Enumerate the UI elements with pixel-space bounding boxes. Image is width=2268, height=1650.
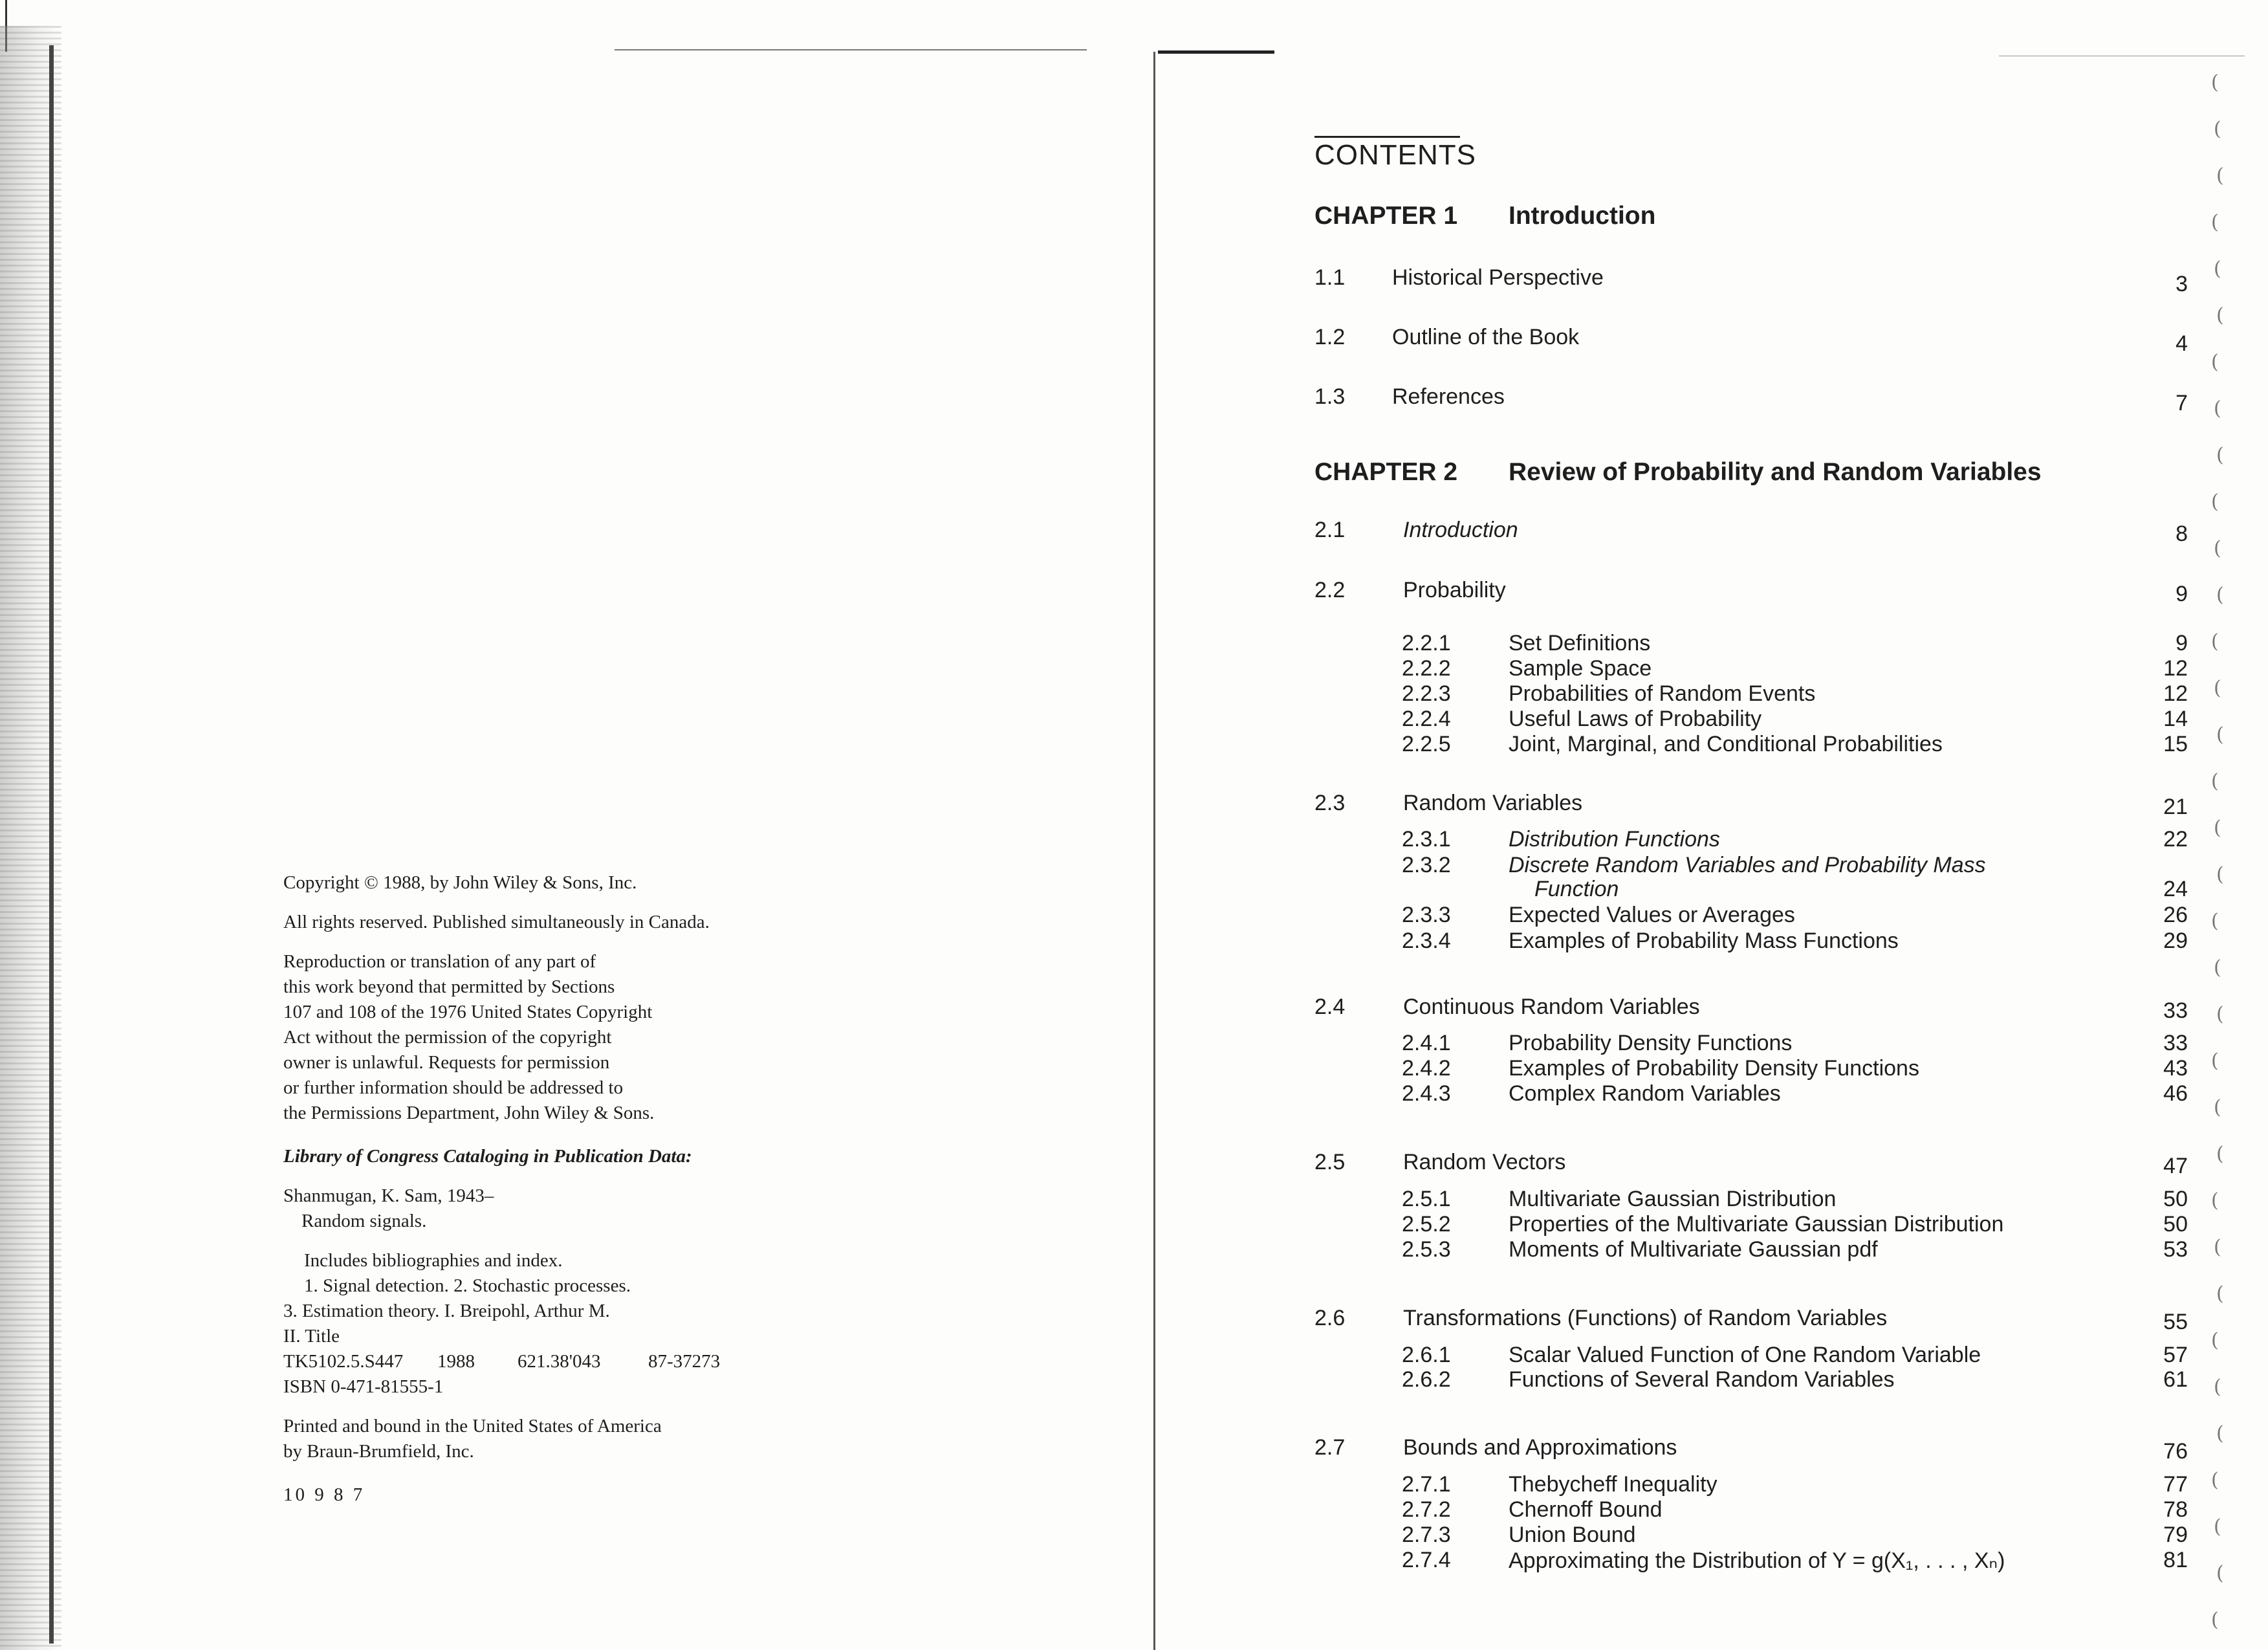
cip-includes: Includes bibliographies and index.: [304, 1250, 563, 1271]
section-page-number: 21: [2163, 795, 2188, 819]
cip-heading: Library of Congress Cataloging in Publication Data:: [283, 1146, 692, 1167]
subsection-number: 2.5.3: [1402, 1237, 1451, 1262]
edge-mark: (: [2211, 490, 2219, 513]
subsection-page-number: 50: [2163, 1212, 2188, 1237]
edge-mark: (: [2214, 537, 2221, 560]
subsection-page-number: 22: [2163, 827, 2188, 852]
edge-mark: (: [2211, 211, 2219, 234]
chapter-heading: [1314, 202, 1655, 230]
section-title: Continuous Random Variables: [1403, 995, 1700, 1019]
subsection-number: 2.6.1: [1402, 1343, 1451, 1367]
edge-mark: (: [2214, 397, 2221, 420]
copyright-block: [283, 870, 866, 1508]
chapter-number: CHAPTER 1: [1314, 202, 1458, 230]
subsection-number: 2.7.2: [1402, 1497, 1451, 1522]
subsection-number: 2.7.4: [1402, 1548, 1451, 1572]
subsection-page-number: 57: [2163, 1343, 2188, 1367]
section-title: Bounds and Approximations: [1403, 1435, 1677, 1460]
cip-subjects: II. Title: [283, 1326, 340, 1347]
section-page-number: 47: [2163, 1154, 2188, 1178]
chapter-title: Introduction: [1509, 202, 1656, 230]
subsection-title: Examples of Probability Mass Functions: [1509, 929, 1899, 953]
reproduction-line: Act without the permission of the copyright: [283, 1027, 612, 1048]
subsection-title: Functions of Several Random Variables: [1509, 1367, 1895, 1392]
edge-mark: (: [2214, 1376, 2221, 1398]
chapter-heading: [1314, 458, 2042, 487]
section-title: Introduction: [1403, 518, 1518, 542]
section-title: Outline of the Book: [1392, 325, 1580, 349]
cip-author: Shanmugan, K. Sam, 1943–: [283, 1185, 494, 1206]
subsection-page-number: 78: [2163, 1497, 2188, 1522]
section-number: 2.5: [1314, 1150, 1346, 1174]
edge-mark: (: [2211, 770, 2219, 793]
cip-subjects: 3. Estimation theory. I. Breipohl, Arthur M.: [283, 1301, 610, 1321]
section-title: Random Vectors: [1403, 1150, 1566, 1174]
cip-subjects: 1. Signal detection. 2. Stochastic processes.: [304, 1275, 631, 1296]
section-number: 2.1: [1314, 518, 1346, 542]
subsection-number: 2.2.5: [1402, 732, 1451, 756]
reproduction-line: this work beyond that permitted by Sections: [283, 976, 615, 997]
subsection-title: Probabilities of Random Events: [1509, 681, 1816, 706]
edge-mark: (: [2214, 118, 2221, 140]
subsection-title: Union Bound: [1509, 1523, 1636, 1547]
edge-mark: (: [2211, 1329, 2219, 1352]
print-line: 10 9 8 7: [283, 1484, 365, 1505]
section-page-number: 55: [2163, 1310, 2188, 1334]
page-gutter: [1153, 52, 1155, 1650]
edge-mark: (: [2211, 71, 2219, 94]
section-page-number: 33: [2163, 998, 2188, 1023]
contents-title-rule: [1314, 136, 1460, 138]
subsection-number: 2.3.3: [1402, 903, 1451, 927]
subsection-page-number: 50: [2163, 1187, 2188, 1211]
call-year: 1988: [437, 1351, 475, 1372]
subsection-page-number: 29: [2163, 929, 2188, 953]
subsection-number: 2.2.3: [1402, 681, 1451, 706]
subsection-title: Set Definitions: [1509, 631, 1651, 655]
cip-book-title: Random signals.: [301, 1211, 427, 1231]
subsection-title: Discrete Random Variables and Probability Mass: [1509, 853, 1986, 877]
lccn-number: 87-37273: [648, 1351, 721, 1372]
subsection-number: 2.4.2: [1402, 1056, 1451, 1081]
subsection-title: Sample Space: [1509, 656, 1652, 681]
subsection-title: Expected Values or Averages: [1509, 903, 1795, 927]
edge-mark: (: [2211, 1189, 2219, 1212]
page-edge-marks: [2211, 71, 2237, 1637]
chapter-number: CHAPTER 2: [1314, 458, 1458, 486]
subsection-title: Examples of Probability Density Functions: [1509, 1056, 1919, 1081]
edge-mark: (: [2216, 723, 2224, 746]
section-number: 2.7: [1314, 1435, 1346, 1460]
reproduction-line: owner is unlawful. Requests for permission: [283, 1052, 610, 1073]
reproduction-line: or further information should be addressed to: [283, 1077, 624, 1098]
subsection-title: Scalar Valued Function of One Random Variable: [1509, 1343, 1981, 1367]
subsection-title-continued: Function: [1534, 877, 1619, 901]
cip-classification: [283, 1349, 866, 1374]
subsection-page-number: 53: [2163, 1237, 2188, 1262]
edge-mark: (: [2214, 956, 2221, 979]
subsection-page-number: 61: [2163, 1367, 2188, 1392]
reproduction-line: the Permissions Department, John Wiley & Sons.: [283, 1103, 655, 1123]
subsection-page-number: 9: [2175, 631, 2188, 655]
subsection-number: 2.4.3: [1402, 1081, 1451, 1106]
section-page-number: 7: [2175, 391, 2188, 415]
subsection-number: 2.5.2: [1402, 1212, 1451, 1237]
subsection-title: Approximating the Distribution of Y = g(X₁, . . . , Xₙ): [1509, 1548, 2005, 1573]
subsection-title: Moments of Multivariate Gaussian pdf: [1509, 1237, 1878, 1262]
copyright-line: Copyright © 1988, by John Wiley & Sons, Inc.: [283, 872, 637, 893]
subsection-page-number: 12: [2163, 656, 2188, 681]
edge-mark: (: [2211, 910, 2219, 932]
section-number: 1.3: [1314, 384, 1346, 409]
reproduction-notice: [283, 949, 866, 1126]
edge-mark: (: [2216, 304, 2224, 327]
subsection-title: Useful Laws of Probability: [1509, 707, 1762, 731]
edge-mark: (: [2216, 1143, 2224, 1165]
section-title: Probability: [1403, 578, 1506, 602]
section-number: 2.2: [1314, 578, 1346, 602]
right-page-top-rule: [1158, 50, 1274, 54]
edge-mark: (: [2216, 164, 2224, 187]
edge-mark: (: [2216, 1003, 2224, 1026]
edge-mark: (: [2216, 444, 2224, 467]
subsection-number: 2.3.1: [1402, 827, 1451, 852]
edge-mark: (: [2214, 258, 2221, 280]
section-number: 1.1: [1314, 265, 1346, 290]
edge-mark: (: [2216, 1282, 2224, 1305]
subsection-title: Properties of the Multivariate Gaussian Distribution: [1509, 1212, 2004, 1237]
subsection-number: 2.6.2: [1402, 1367, 1451, 1392]
subsection-number: 2.5.1: [1402, 1187, 1451, 1211]
subsection-number: 2.4.1: [1402, 1031, 1451, 1055]
edge-mark: (: [2211, 1609, 2219, 1631]
subsection-page-number: 12: [2163, 681, 2188, 706]
subsection-number: 2.7.1: [1402, 1472, 1451, 1497]
subsection-page-number: 46: [2163, 1081, 2188, 1106]
subsection-title: Complex Random Variables: [1509, 1081, 1781, 1106]
printer-line: Printed and bound in the United States of America: [283, 1416, 662, 1436]
section-title: Historical Perspective: [1392, 265, 1604, 290]
printer-line: by Braun-Brumfield, Inc.: [283, 1441, 474, 1462]
section-number: 2.3: [1314, 791, 1346, 815]
subsection-title: Probability Density Functions: [1509, 1031, 1793, 1055]
section-number: 2.6: [1314, 1306, 1346, 1330]
edge-mark: (: [2214, 1236, 2221, 1259]
subsection-page-number: 26: [2163, 903, 2188, 927]
edge-mark: (: [2214, 1515, 2221, 1538]
section-title: Transformations (Functions) of Random Variables: [1403, 1306, 1888, 1330]
contents-title: CONTENTS: [1314, 139, 1476, 171]
subsection-title: Joint, Marginal, and Conditional Probabilities: [1509, 732, 1943, 756]
section-page-number: 9: [2175, 582, 2188, 606]
reproduction-line: Reproduction or translation of any part of: [283, 951, 596, 972]
section-number: 1.2: [1314, 325, 1346, 349]
section-number: 2.4: [1314, 995, 1346, 1019]
subsection-number: 2.2.4: [1402, 707, 1451, 731]
subsection-number: 2.7.3: [1402, 1523, 1451, 1547]
isbn-line: ISBN 0-471-81555-1: [283, 1376, 444, 1397]
section-page-number: 8: [2175, 522, 2188, 546]
subsection-number: 2.3.2: [1402, 853, 1451, 877]
subsection-title: Chernoff Bound: [1509, 1497, 1663, 1522]
scanned-binding-shadow: [49, 45, 54, 1644]
section-page-number: 4: [2175, 331, 2188, 356]
call-number: TK5102.5.S447: [283, 1351, 404, 1372]
subsection-page-number: 77: [2163, 1472, 2188, 1497]
subsection-page-number: 33: [2163, 1031, 2188, 1055]
subsection-page-number: 14: [2163, 707, 2188, 731]
subsection-title: Multivariate Gaussian Distribution: [1509, 1187, 1837, 1211]
subsection-page-number: 79: [2163, 1523, 2188, 1547]
subsection-page-number: 81: [2163, 1548, 2188, 1572]
edge-mark: (: [2214, 817, 2221, 839]
section-page-number: 76: [2163, 1439, 2188, 1464]
edge-mark: (: [2216, 584, 2224, 606]
section-title: References: [1392, 384, 1505, 409]
dewey-number: 621.38'043: [518, 1351, 601, 1372]
edge-mark: (: [2214, 677, 2221, 699]
subsection-title: Thebycheff Inequality: [1509, 1472, 1717, 1497]
subsection-number: 2.2.2: [1402, 656, 1451, 681]
subsection-page-number: 15: [2163, 732, 2188, 756]
subsection-page-number: 43: [2163, 1056, 2188, 1081]
edge-mark: (: [2211, 1050, 2219, 1072]
subsection-page-number: 24: [2163, 877, 2188, 901]
edge-mark: (: [2214, 1096, 2221, 1119]
section-title: Random Variables: [1403, 791, 1583, 815]
edge-mark: (: [2216, 1422, 2224, 1445]
edge-mark: (: [2211, 351, 2219, 373]
edge-mark: (: [2211, 1469, 2219, 1491]
edge-mark: (: [2216, 1562, 2224, 1585]
subsection-title: Distribution Functions: [1509, 827, 1720, 852]
rights-line: All rights reserved. Published simultaneously in Canada.: [283, 912, 710, 932]
edge-mark: (: [2211, 630, 2219, 653]
section-page-number: 3: [2175, 272, 2188, 296]
reproduction-line: 107 and 108 of the 1976 United States Copyright: [283, 1002, 653, 1022]
left-page-top-rule: [615, 49, 1087, 50]
subsection-number: 2.3.4: [1402, 929, 1451, 953]
subsection-number: 2.2.1: [1402, 631, 1451, 655]
chapter-title: Review of Probability and Random Variables: [1509, 458, 2042, 486]
edge-mark: (: [2216, 863, 2224, 886]
